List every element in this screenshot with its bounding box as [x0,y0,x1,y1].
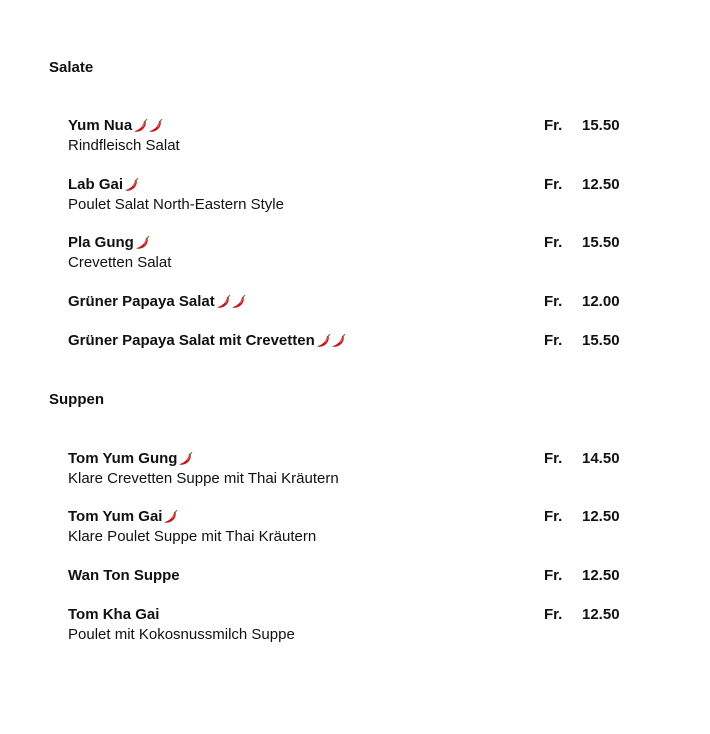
item-name: Tom Yum Gung [68,450,178,467]
item-currency: Fr. [544,450,563,467]
chili-pepper-icon [331,334,346,348]
item-name: Tom Yum Gai [68,508,163,525]
chili-pepper-icon [231,295,246,309]
item-description: Poulet mit Kokosnussmilch Suppe [68,626,295,643]
menu-item-wan-ton-suppe [68,566,628,586]
item-currency: Fr. [544,293,563,310]
item-description: Crevetten Salat [68,254,172,271]
item-description: Klare Poulet Suppe mit Thai Kräutern [68,528,317,545]
section-title-suppen: Suppen [49,391,104,408]
item-currency: Fr. [544,234,563,251]
item-name: Lab Gai [68,176,124,193]
chili-pepper-icon [178,452,193,466]
item-price: 12.50 [582,567,620,584]
menu-item-tom-yum-gung [68,449,628,488]
item-currency: Fr. [544,606,563,623]
chili-pepper-icon [124,178,139,192]
menu-item-lab-gai [68,175,628,214]
chili-pepper-icon [135,236,150,250]
item-price: 15.50 [582,117,620,134]
chili-pepper-icon [133,119,148,133]
item-currency: Fr. [544,117,563,134]
menu-item-tom-yum-gai [68,507,628,546]
item-price: 14.50 [582,450,620,467]
chili-pepper-icon [316,334,331,348]
item-name: Grüner Papaya Salat mit Crevetten [68,332,315,349]
menu-item-gruener-papaya-salat [68,292,628,312]
item-name: Pla Gung [68,234,134,251]
item-price: 12.00 [582,293,620,310]
item-price: 12.50 [582,176,620,193]
chili-pepper-icon [216,295,231,309]
item-name: Yum Nua [68,117,133,134]
item-currency: Fr. [544,567,563,584]
item-description: Rindfleisch Salat [68,137,180,154]
item-description: Klare Crevetten Suppe mit Thai Kräutern [68,470,339,487]
item-currency: Fr. [544,332,563,349]
item-currency: Fr. [544,508,563,525]
menu-item-gruener-papaya-salat-crevetten [68,331,628,351]
menu-item-pla-gung [68,233,628,272]
item-price: 12.50 [582,508,620,525]
item-name: Tom Kha Gai [68,606,160,623]
item-name: Wan Ton Suppe [68,567,180,584]
menu-item-tom-kha-gai [68,605,628,644]
chili-pepper-icon [148,119,163,133]
item-name: Grüner Papaya Salat [68,293,215,310]
item-price: 15.50 [582,332,620,349]
item-price: 15.50 [582,234,620,251]
item-price: 12.50 [582,606,620,623]
menu-item-yum-nua [68,116,628,155]
item-currency: Fr. [544,176,563,193]
section-title-salate: Salate [49,59,94,76]
chili-pepper-icon [163,510,178,524]
item-description: Poulet Salat North-Eastern Style [68,196,284,213]
